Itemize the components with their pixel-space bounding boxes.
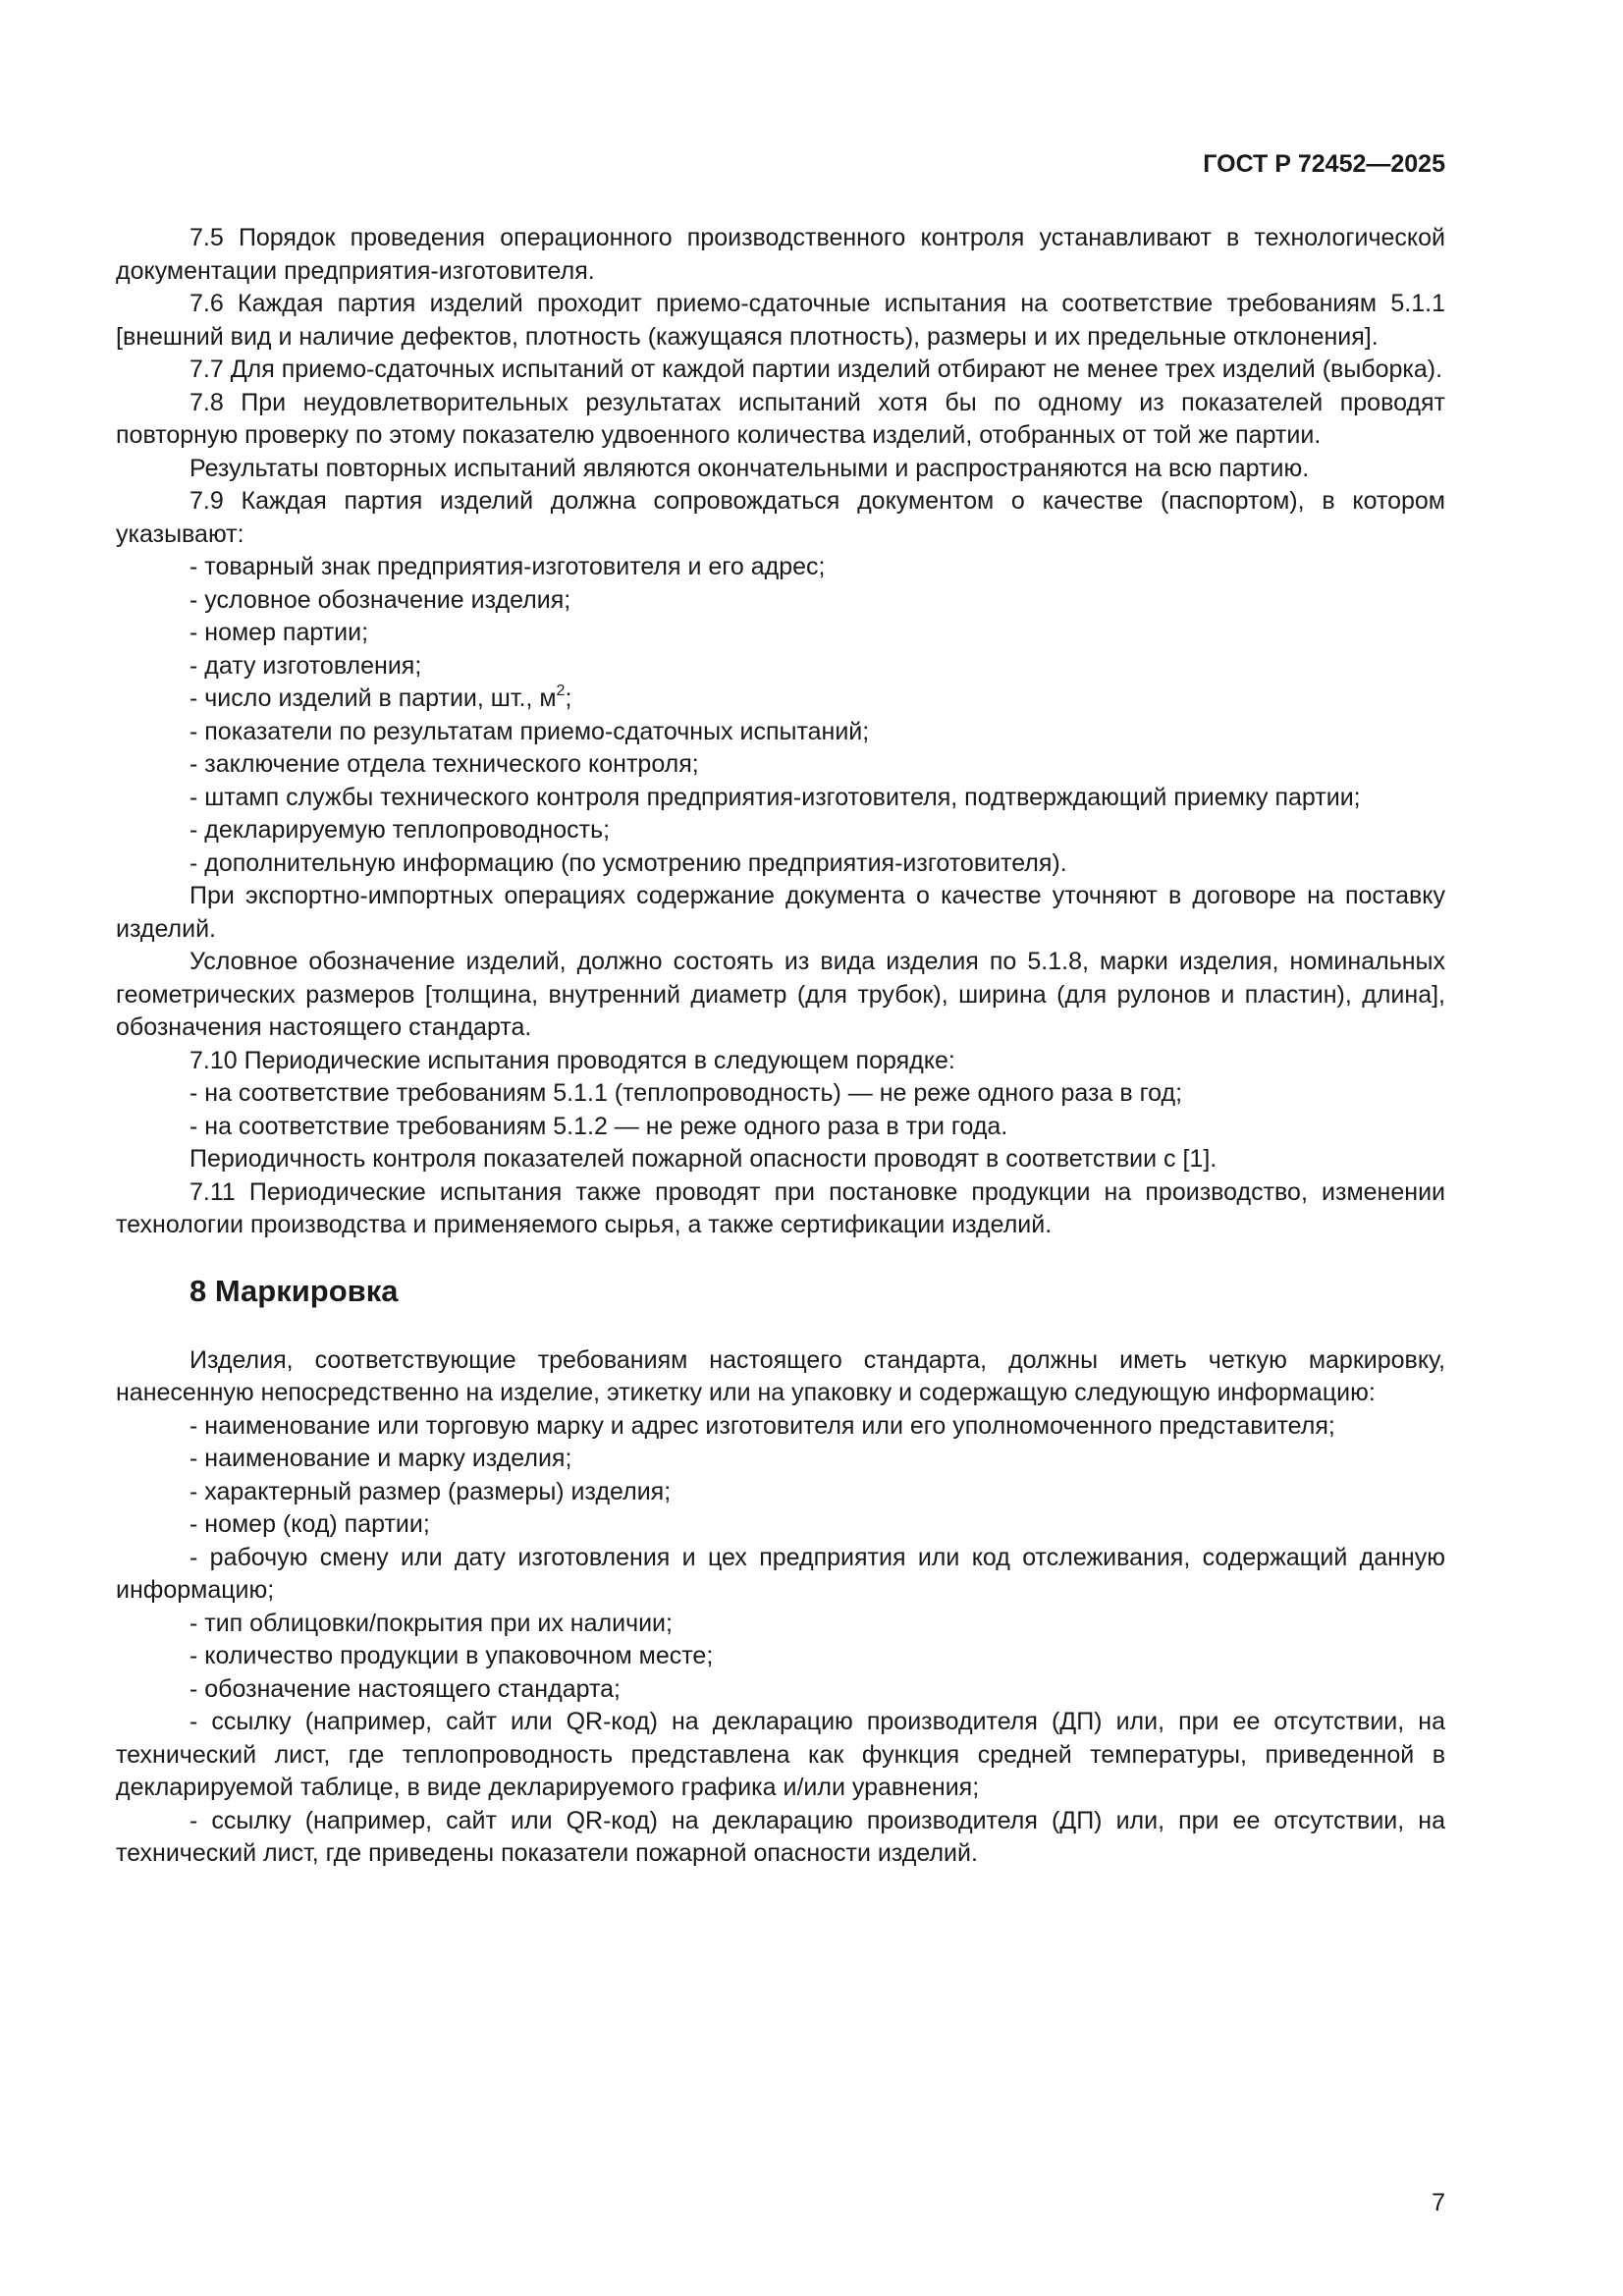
page-number: 7 (1432, 2189, 1445, 2216)
text: 7.10 Периодические испытания проводятся в следующем порядке: (189, 1046, 955, 1074)
text: 7.5 Порядок проведения операционного производственного контроля устанавливают в технологической документации предприятия-изготовителя. (116, 224, 1445, 285)
text: 7.7 Для приемо-сдаточных испытаний от каждой партии изделий отбирают не менее трех изделий (выборка). (189, 355, 1443, 383)
text: - тип облицовки/покрытия при их наличии; (189, 1609, 673, 1637)
text: - число изделий в партии, шт., м (189, 684, 557, 712)
text: 7.11 Периодические испытания также проводят при постановке продукции на производство, изменении технологии производства и применяемого сырья, а также сертификации изделий. (116, 1177, 1445, 1238)
list-item (116, 1640, 1445, 1673)
list-item (116, 683, 1445, 716)
document-header-id: ГОСТ Р 72452—2025 (1203, 150, 1445, 178)
document-body (116, 222, 1445, 1871)
list-item (116, 1508, 1445, 1542)
text: - товарный знак предприятия-изготовителя и его адрес; (189, 553, 826, 580)
list-item (116, 1805, 1445, 1871)
list-item (116, 1443, 1445, 1476)
paragraph (116, 946, 1445, 1045)
text: - штамп службы технического контроля предприятия-изготовителя, подтверждающий приемку партии; (189, 783, 1361, 811)
paragraph (116, 880, 1445, 946)
text: - номер партии; (189, 619, 369, 646)
list-item (116, 716, 1445, 749)
text: - на соответствие требованиям 5.1.1 (теплопроводность) — не реже одного раза в год; (189, 1079, 1183, 1107)
list-item (116, 1077, 1445, 1111)
text-suffix: ; (565, 684, 572, 712)
text: - дату изготовления; (189, 651, 422, 680)
section-8-heading: 8 Маркировка (189, 1273, 399, 1308)
paragraph (116, 453, 1445, 486)
paragraph (116, 288, 1445, 354)
text: - наименование и марку изделия; (189, 1445, 572, 1472)
text: - номер (код) партии; (189, 1510, 430, 1538)
text: 7.8 При неудовлетворительных результатах испытаний хотя бы по одному из показателей проводят повторную проверку по этому показателю удвоенного количества изделий, отобранных от той же партии. (116, 388, 1445, 449)
text: - количество продукции в упаковочном месте; (189, 1642, 714, 1669)
text: - наименование или торговую марку и адрес изготовителя или его уполномоченного представителя; (189, 1411, 1335, 1440)
text: - условное обозначение изделия; (189, 585, 571, 614)
text: 7.6 Каждая партия изделий проходит приемо-сдаточные испытания на соответствие требованиям 5.1.1 [внешний вид и наличие дефектов, плотность (кажущаяся плотность), размеры и их предельные отклонения]. (116, 290, 1445, 351)
text: - декларируемую теплопроводность; (189, 816, 611, 844)
text: Периодичность контроля показателей пожарной опасности проводят в соответствии с [1]. (189, 1145, 1217, 1173)
list-item (116, 748, 1445, 782)
list-item (116, 782, 1445, 815)
list-item (116, 1111, 1445, 1144)
text: - ссылку (например, сайт или QR-код) на декларацию производителя (ДП) или, при ее отсутствии, на технический лист, где приведены показатели пожарной опасности изделий. (116, 1806, 1445, 1867)
list-item (116, 1410, 1445, 1444)
text: - на соответствие требованиям 5.1.2 — не реже одного раза в три года. (189, 1112, 1008, 1140)
paragraph (116, 387, 1445, 453)
list-item (116, 1542, 1445, 1608)
list-item (116, 1608, 1445, 1641)
text: Условное обозначение изделий, должно состоять из вида изделия по 5.1.8, марки изделия, номинальных геометрических размеров [толщина, внутренний диаметр (для трубок), ширина (для рулонов и пластин), длина], обозначения настоящего стандарта. (116, 948, 1445, 1041)
text: - обозначение настоящего стандарта; (189, 1674, 621, 1703)
text: При экспортно-импортных операциях содержание документа о качестве уточняют в договоре на поставку изделий. (116, 882, 1445, 943)
paragraph (116, 1176, 1445, 1242)
text: - заключение отдела технического контроля; (189, 750, 699, 778)
text: - характерный размер (размеры) изделия; (189, 1477, 672, 1505)
list-item (116, 584, 1445, 618)
list-item (116, 847, 1445, 881)
text: - ссылку (например, сайт или QR-код) на декларацию производителя (ДП) или, при ее отсутствии, на технический лист, где теплопроводность представлена как функция средней температуры, приведенной в декларируемой таблице, в виде декларируемого графика и/или уравнения; (116, 1708, 1445, 1801)
text: Результаты повторных испытаний являются окончательными и распространяются на всю партию. (189, 454, 1310, 482)
text: Изделия, соответствующие требованиям настоящего стандарта, должны иметь четкую маркировку, нанесенную непосредственно на изделие, этикетку или на упаковку и содержащую следующую информацию: (116, 1345, 1445, 1406)
paragraph (116, 222, 1445, 288)
list-item (116, 617, 1445, 650)
text: - рабочую смену или дату изготовления и цех предприятия или код отслеживания, содержащий данную информацию; (116, 1543, 1445, 1604)
list-item (116, 1673, 1445, 1707)
paragraph (116, 1344, 1445, 1410)
list-item (116, 650, 1445, 683)
list-item (116, 814, 1445, 847)
superscript: 2 (556, 682, 566, 699)
list-item (116, 1706, 1445, 1805)
text: - дополнительную информацию (по усмотрению предприятия-изготовителя). (189, 848, 1067, 877)
paragraph (116, 485, 1445, 551)
text: - показатели по результатам приемо-сдаточных испытаний; (189, 717, 870, 745)
paragraph (116, 1045, 1445, 1078)
section-7-control (116, 222, 1445, 1242)
text: 7.9 Каждая партия изделий должна сопровождаться документом о качестве (паспортом), в котором указывают: (116, 487, 1445, 548)
list-item (116, 1476, 1445, 1509)
list-item (116, 551, 1445, 584)
paragraph (116, 1143, 1445, 1176)
section-8-marking (116, 1344, 1445, 1871)
paragraph (116, 354, 1445, 387)
